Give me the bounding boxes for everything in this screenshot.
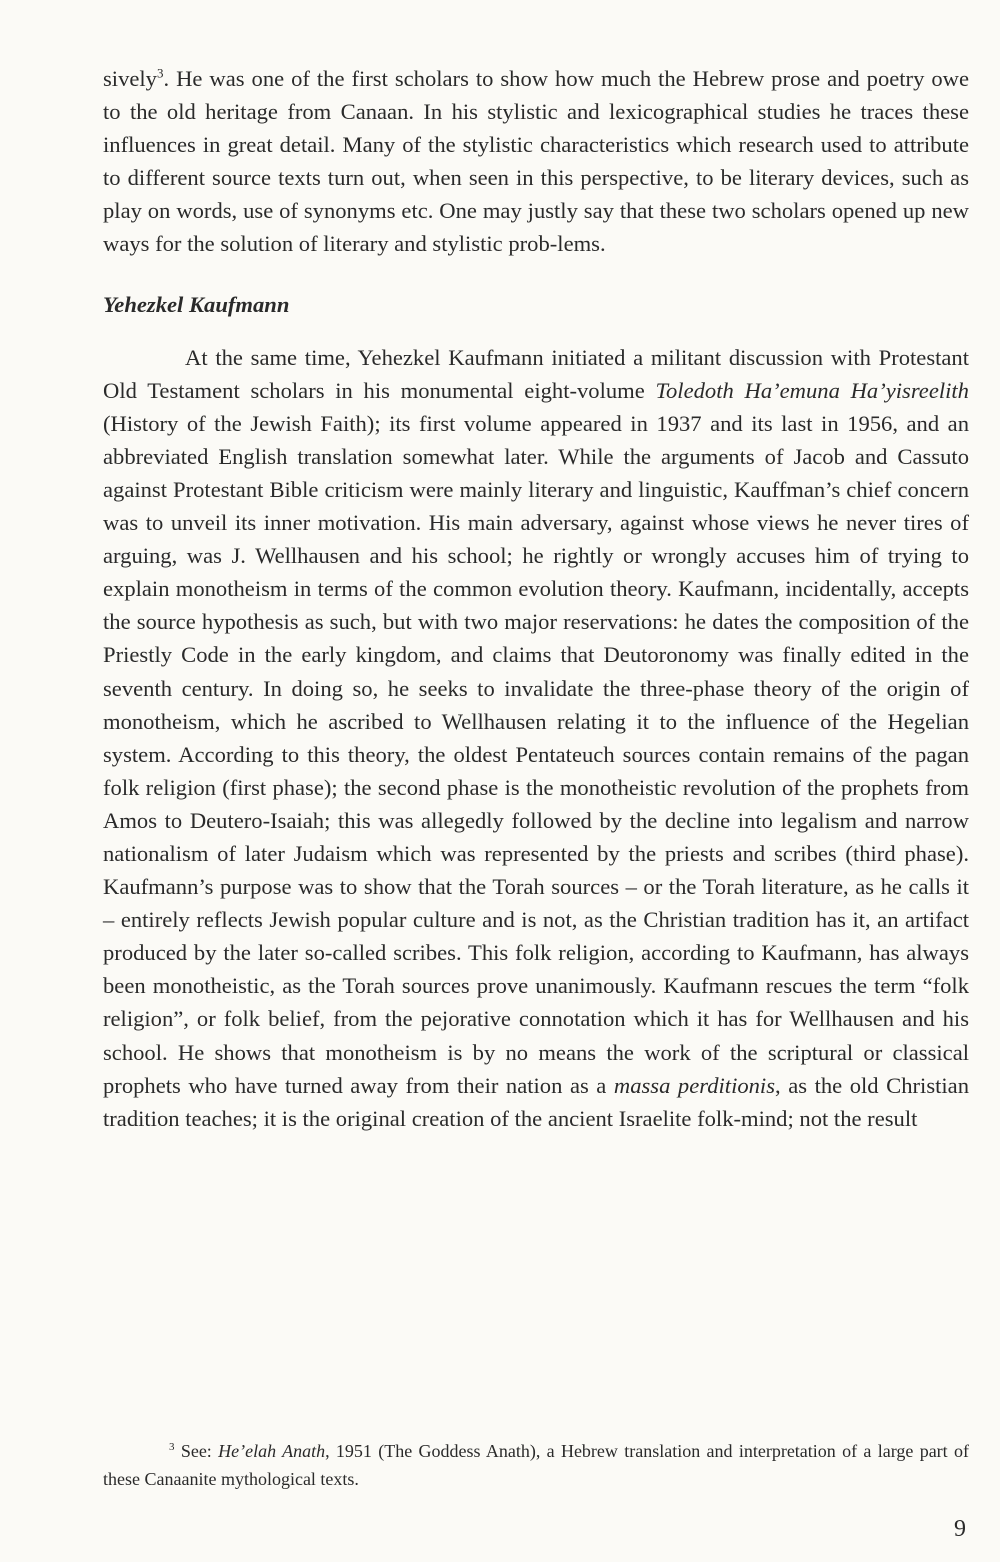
text-run: , as the old Christian tradition teaches; it is the original creation of the ancient Israelite folk-mind; not the result [103, 1072, 969, 1131]
italic-text: massa perditionis [613, 1072, 776, 1098]
footnote-marker: 3 [156, 65, 164, 81]
paragraph-2 [103, 341, 969, 1135]
text-run: At the same time, Yehezkel Kaufmann initiated a militant discussion with Protestant Old Testament scholars in his monumental eight-volume [103, 344, 969, 403]
italic-text: He’elah Anath [218, 1441, 326, 1461]
text-run: , 1951 (The Goddess Anath), a Hebrew translation and interpretation of a large part of these Canaanite mythological texts. [103, 1441, 969, 1489]
paragraph-1 [103, 62, 969, 261]
footnote [103, 1437, 969, 1493]
text-run: See: [174, 1441, 219, 1461]
section-heading: Yehezkel Kaufmann [103, 291, 290, 317]
footnote-marker: 3 [169, 1441, 175, 1453]
text-run: sively [103, 66, 157, 91]
italic-text: Toledoth Ha’emuna Ha’yisreelith [655, 377, 969, 403]
text-run: (History of the Jewish Faith); its first volume appeared in 1937 and its last in 1956, and an abbreviated English translation somewhat later. While the arguments of Jacob and Cassuto against Protestant Bible criticism were mainly literary and linguistic, Kauffman’s chief concern was to unveil its inner motivation. His main adversary, against whose views he never tires of arguing, was J. Wellhausen and his school; he rightly or wrongly accuses him of trying to explain monotheism in terms of the common evolution theory. Kaufmann, incidentally, accepts the source hypothesis as such, but with two major reservations: he dates the composition of the Priestly Code in the early kingdom, and claims that Deutoronomy was finally edited in the seventh century. In doing so, he seeks to invalidate the three-phase theory of the origin of monotheism, which he ascribed to Wellhausen relating it to the influence of the Hegelian system. According to this theory, the oldest Pentateuch sources contain remains of the pagan folk religion (first phase); the second phase is the monotheistic revolution of the prophets from Amos to Deutero-Isaiah; this was allegedly followed by the decline into legalism and narrow nationalism of later Judaism which was represented by the priests and scribes (third phase). Kaufmann’s purpose was to show that the Torah sources – or the Torah literature, as he calls it – entirely reflects Jewish popular culture and is not, as the Christian tradition has it, an artifact produced by the later so-called scribes. This folk religion, according to Kaufmann, has always been monotheistic, as the Torah sources prove unanimously. Kaufmann rescues the term “folk religion”, or folk belief, from the pejorative connotation which it has for Wellhausen and his school. He shows that monotheism is by no means the work of the scriptural or classical prophets who have turned away from their nation as a [103, 410, 969, 1098]
page-body [103, 62, 969, 1135]
text-run: . He was one of the first scholars to show how much the Hebrew prose and poetry owe to the old heritage from Canaan. In his stylistic and lexicographical studies he traces these influences in great detail. Many of the stylistic characteristics which research used to attribute to different source texts turn out, when seen in this perspective, to be literary devices, such as play on words, use of synonyms etc. One may justly say that these two scholars opened up new ways for the solution of literary and stylistic prob-lems. [103, 66, 969, 257]
page-number: 9 [954, 1516, 966, 1542]
